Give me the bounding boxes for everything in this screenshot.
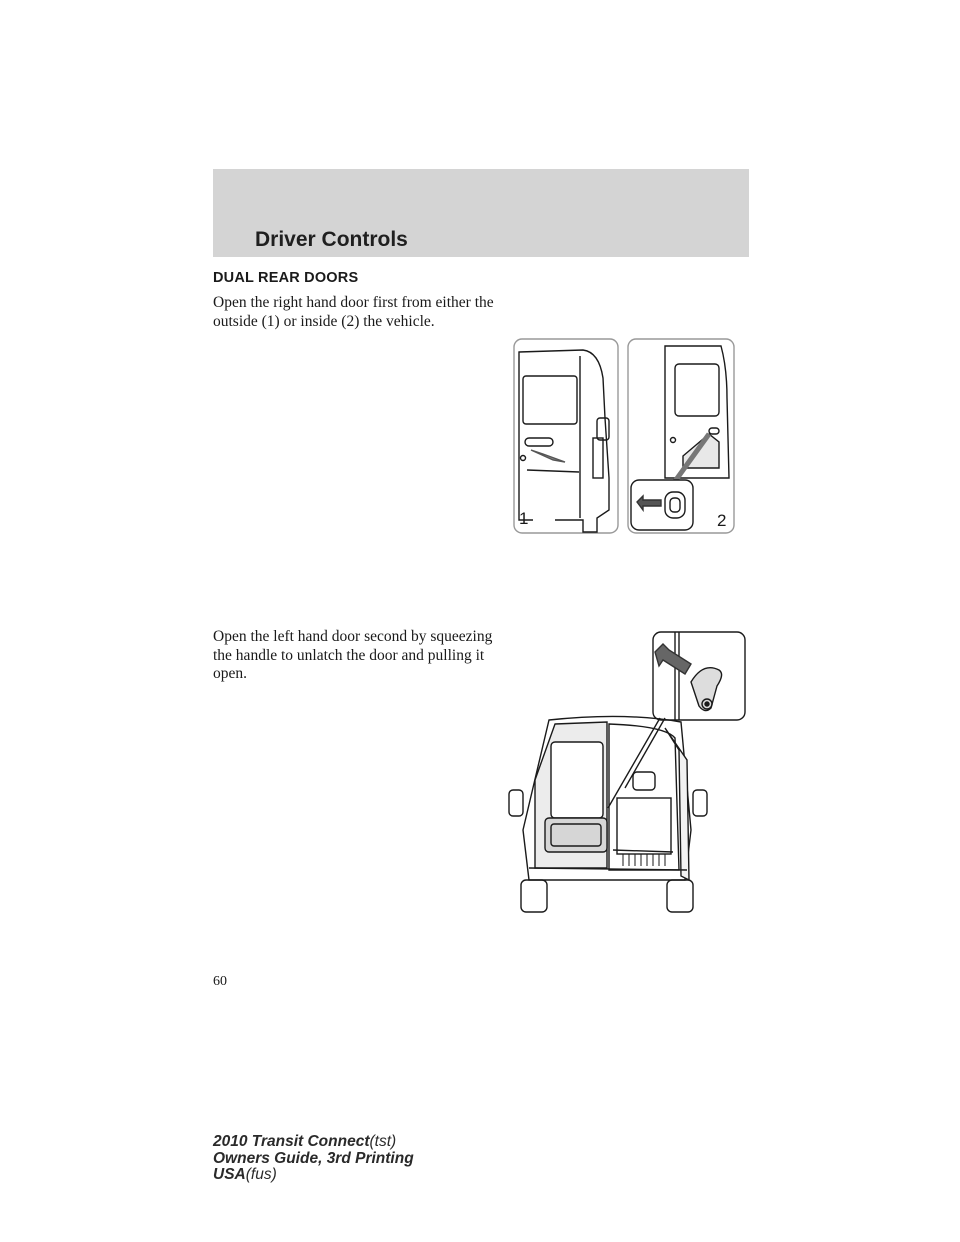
pull-arrow-icon	[531, 450, 565, 462]
footer-line-3	[213, 1167, 414, 1184]
headrest	[633, 772, 655, 790]
van-rear-exterior	[519, 350, 609, 532]
footer-model-code: (tst)	[369, 1133, 397, 1150]
footer-market: USA	[213, 1166, 246, 1183]
door-handle	[525, 438, 553, 446]
inside-handle	[709, 428, 719, 434]
rear-window	[523, 376, 577, 424]
section-title: Driver Controls	[255, 228, 408, 251]
rear-door-opening-illustration	[513, 338, 736, 534]
instruction-paragraph-1: Open the right hand door first from either the outside (1) or inside (2) the vehicle.	[213, 294, 494, 330]
footer-model: 2010 Transit Connect	[213, 1133, 370, 1150]
footer-line-2: Owners Guide, 3rd Printing	[213, 1149, 414, 1167]
panel-1-label: 1	[519, 509, 529, 528]
right-wheel	[667, 880, 693, 912]
footer-market-code: (fus)	[245, 1166, 277, 1183]
instruction-paragraph-2: Open the left hand door second by squeezing the handle to unlatch the door and pulling it open.	[213, 628, 493, 682]
footer-line-1	[213, 1134, 414, 1151]
section-header-band	[213, 169, 749, 257]
left-door-handle-panel	[545, 818, 607, 852]
page-number: 60	[213, 974, 227, 989]
seat-back	[617, 798, 671, 854]
left-door-handle-illustration	[505, 630, 748, 915]
panel-1-frame	[514, 339, 618, 533]
left-door-window	[551, 742, 603, 818]
door-window	[675, 364, 719, 416]
section-heading: DUAL REAR DOORS	[213, 270, 359, 286]
left-mirror	[509, 790, 523, 816]
panel-2-label: 2	[717, 511, 727, 530]
left-wheel	[521, 880, 547, 912]
document-footer	[213, 1134, 414, 1184]
right-mirror	[693, 790, 707, 816]
side-mirror	[597, 418, 609, 440]
